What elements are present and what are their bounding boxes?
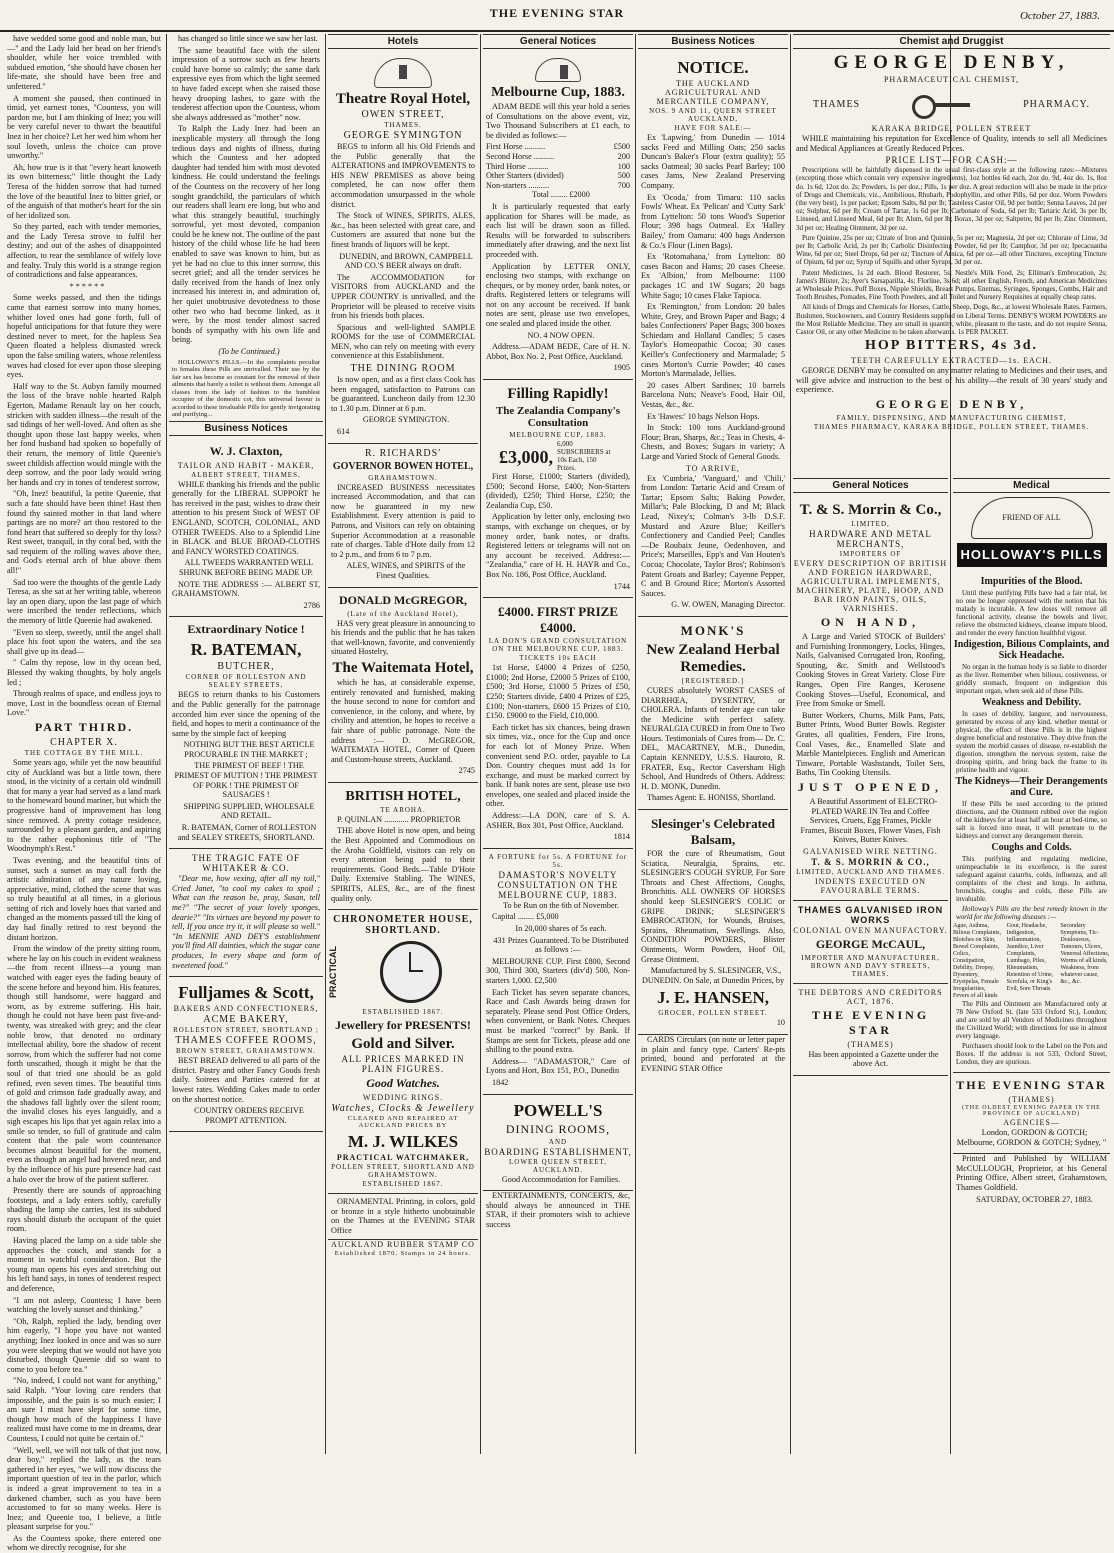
ad-adam-bede: Melbourne Cup, 1883. ADAM BEDE will this year hold a series of Consultations on the above event, viz, Two Thousand Subscribers at £1 each, to be divided as follows:— First Horse .......... £500 Second Horse .......... 200 Third Horse .......... 100 Other Starters (divided) 500 Non-starters .......... 700 Total ........ £2000 It is particularly requested that early application for Shares will be made, as each list will be drawn soon as filled. Results will be forwarded to subscribers immediately after drawing, and the next list proceeded with. Application by LETTER ONLY, enclosing two stamps, with exchange on cheques, or by money order, bank notes, or drafts. Registered letters or telegrams will not on any account be received. If bank notes are sent, please use two envelopes, one sealed and placed inside the other. NO. 4 NOW OPEN. Address.—ADAM BEDE, Care of H. N. Abbot, Box No. 2, Post Office, Auckland. 1905 — [483, 52, 633, 380]
ad-waitemata: DONALD McGREGOR, (Late of the Auckland Hotel), HAS very great pleasure in announcing to his friends and the public that he has taken that well-known, favorite, and conveniently situated Hostelry, The Waitemata Hotel, which he has, at considerable expense, entirely renovated and furnished, making the house second to none for comfort and convenience, in the colony, and where, by civility and attention, he hopes to receive a fair share of public patronage. Note the address :— D. McGREGOR, WAITEMATA HOTEL, Corner of Queen and Custom-house streets, Auckland. 2745 — [328, 588, 478, 783]
ad-fulljames: Fulljames & Scott, BAKERS AND CONFECTIONERS, ACME BAKERY, ROLLESTON STREET, SHORTLAND ; THAMES COFFEE ROOMS, BROWN STREET, GRAHAMSTOWN. BEST BREAD delivered to all parts of the district. Pastry and other Fancy Goods fresh daily. Soirees and Parties catered for at lowest rates. Wedding Cakes made to order on the shortest notice. COUNTRY ORDERS RECEIVE PROMPT ATTENTION. — [169, 977, 323, 1132]
ad-slesinger: Slesinger's Celebrated Balsam, FOR the cure of Rheumatism, Gout Sciatica, Neuralgia, Sprains, etc. SLESINGER'S COUGH SYRUP, For Sore Throats and Chest Affections, Coughs, Bronchitis. ALL OWNERS OF HORSES should keep SLESINGER'S COLIC or GRIPE DRINK; SLESINGER'S EMBROCATION, for Wounds, Bruises, Sprains, Rheumatism, Swellings. Also, CONDITION POWDERS, Blister Ointments, Worm Powders, Hoof Oil, Grease Ointment. Manufactured by S. SLESINGER, V.S., DUNEDIN. On Sale, at Dunedin Prices, by J. E. HANSEN, GROCER, POLLEN STREET. 10 — [638, 810, 788, 1035]
ad-monks-herbal: MONK'S New Zealand Herbal Remedies. [REGISTERED.] CURES absolutely WORST CASES of DIARRHŒA, DYSENTRY, or CHOLERA. Infants of tender age can take the Medicine with perfect safety. NEURALGIA CURED in from One to Two Hours. Testimonials of Cures from— Dr. C. DEL, MACARTNEY, M.B., Dunedin, Captain KENNEDY, U.S.S. Hauroto, R. FRATER, Esq., Rector Caversham High School, And Hundreds of Others. Address: H. D. MONK, Dunedin. Thames Agent: E. HONISS, Shortland. — [638, 617, 788, 810]
horse-racing-icon — [535, 58, 581, 82]
ad-morrin: T. & S. Morrin & Co., LIMITED, HARDWARE AND METAL MERCHANTS, IMPORTERS OF EVERY DESCRIPTION OF BRITISH AND FOREIGN HARDWARE, AGRICULTURAL IMPLEMENTS, MACHINERY, PLATE, HOOP, AND BAR IRON PAINTS, OILS, VARNISHES. ON HAND, A Large and Varied STOCK of Builders' and Furnishing Ironmongery, Locks, Hinges, Nails, Galvanised Corrugated Iron, Roofing, Spouting, &c. Smith and Wellstood's Cooking Stoves in Great Variety. Close Fire Ranges, Open Fire Ranges, Kerosene Cooking Stoves—Useful, Economical, and Free from Smoke or Smell. Butter Workers, Churns, Milk Pans, Pats, Butter Prints, Wood Butter Bowls. Register Grates, all qualities, Fenders, Fire Irons, Coal Vases, &c., Enamelled Slate and Marble Mantelpieces. English and American Tinware, Portable Washstands, Toilet Sets, Baths, Tin Cooking Utensils. JUST OPENED, A Beautiful Assortment of ELECTRO-PLATED WARE IN Tea and Coffee Services, Cruets, Egg Frames, Pickle Frames, Biscuit Boxes, Flower Vases, Fish Knives, Butter Knives. GALVANISED WIRE NETTING. T. & S. MORRIN & CO., LIMITED, AUCKLAND AND THAMES. INDENTS EXECUTED ON FAVOURABLE TERMS. — [793, 496, 948, 901]
ad-claxton: W. J. Claxton, TAILOR AND HABIT - MAKER, ALBERT STREET, THAMES, WHILE thanking his friends and the public generally for the LIBERAL SUPPORT he has received in the past, wishes to draw their attention to his present Stock of WEST OF ENGLAND, SCOTCH, COLONIAL, AND OTHER TWEEDS. Also to a Splendid Line in BLACK and BLUE BROAD-CLOTHS and FANCY WORSTED COATINGS. ALL TWEEDS WARRANTED WELL SHRUNK BEFORE BEING MADE UP. NOTE THE ADDRESS :— ALBERT ST, GRAHAMSTOWN. 2786 — [169, 439, 323, 618]
ad-powells: POWELL'S DINING ROOMS, AND BOARDING ESTABLISHMENT, LOWER QUEEN STREET, AUCKLAND. Good Accommodation for Families. — [483, 1095, 633, 1192]
column-story-1 — [4, 34, 164, 1553]
ad-damastor: A FORTUNE for 5s. A FORTUNE for 5s. DAMASTOR'S NOVELTY CONSULTATION ON THE MELBOURNE CUP, 1883. To be Run on the 6th of November. Capital ........ £5,000 In 20,000 shares of 5s each. 431 Prizes Guaranteed. To be Distributed as follows :— MELBOURNE CUP. First £800, Second 300, Third 300, Starters (div'd) 500, Non-starters 1,000. £2,500 Each Ticket has seven separate chances, Race and Cash Awards being drawn for separately. Please send Post Office Orders, when convenient, or Bank Notes. Cheques must be marked "correct" by Bank. If Stamps are sent for Tickets, please add one shilling to the pound extra. Address— "ADAMASTOR," Care of Lyons and Hort, Box 151, P.O., Dunedin 1842 — [483, 849, 633, 1095]
ad-chronometer-house: CHRONOMETER HOUSE, SHORTLAND. PRACTICAL ESTABLISHED 1867. Jewellery for PRESENTS! Gold and Silver. ALL PRICES MARKED IN PLAIN FIGURES. Good Watches. WEDDING RINGS. Watches, Clocks & Jewellery CLEANED AND REPAIRED AT AUCKLAND PRICES BY M. J. WILKES PRACTICAL WATCHMAKER, POLLEN STREET, SHORTLAND AND GRAHAMSTOWN. ESTABLISHED 1867. — [328, 910, 478, 1194]
masthead — [0, 0, 1114, 32]
ad-tragic-fate: THE TRAGIC FATE OF WHITAKER & CO. "Dear me, how vexing, after all my toil," Cried Janet, "to cool my cakes to spoil ; What can the reason be, pray, Susan, tell me?" "The secret of your lovely sponges, dearie?" "Its virtues are beyond my power to tell, If you once try it, it will please so well." "In MENNIE AND DEY'S establishment you'll find All dainties, which the sugar cane produces, In every shape and form of sweetened food." — [169, 849, 323, 977]
ad-cards: CARDS Circulars (on note or letter paper in plain and fancy type. Carters' Re-pts printed, bound and perforated at the EVENING STAR Office — [641, 1034, 785, 1073]
column-story-2 — [169, 34, 323, 1454]
clock-icon — [380, 941, 442, 1003]
ad-evening-star: THE EVENING STAR (THAMES) (THE OLDEST EVENING PAPER IN THE PROVINCE OF AUCKLAND) AGENCIES— London, GORDON & GOTCH; Melbourne, GORDON & GOTCH; Sydney, " — [953, 1073, 1110, 1154]
ad-holloway: Impurities of the Blood. Until these purifying Pills have had a fair trial, let no one be longer oppressed with the notion that his malady is incurable. A few doses will remove all functional activity, cleanse the bowels and liver, relieve the obstructed kidneys, cleanse impure blood, and render the every function healthful vigour. Indigestion, Bilious Complaints, and Sick Headache. No organ in the human body is so liable to disorder as the liver. Remember when bilious, costiveness, or griddly stomach, frequent on indigestion this important organ, when seek aid of these Pills. Weakness and Debility. In cases of debility, languor, and nervousness, generated by excess of any kind, whether mental or physical, the effect of these Pills is in the highest degree beneficial and restorative. They drive from the system the morbid causes of disease, re-establish the digestion, strengthen the nervous system, raise the drooping spirits, and bring back the frame to its pristine health and vigour. The Kidneys—Their Derangements and Cure. If these Pills be used according to the printed directions, and the Ointment rubbed over the region of the kidneys for at least half an hour at bed-time, so salt is forced into meat, it will penetrate to the kidneys and correct any derangement therein. Coughs and Colds. This purifying and regulating medicine, unimpeachable in its excellence, is the surest safeguard against catarrhs, colds, influenza, and all complaints of the chest and lungs. In asthma, bronchitis, coughs and colds, these Pills are invaluable. Holloway's Pills are the best remedy known in the world for the following diseases :— Ague, Asthma, Bilious Complaints, Blotches on Skin, Bowel Complaints, Colics, Constipation, Debility, Dropsy, Dysentery, Erysipelas, Female Irregularities, Fevers of all kinds Gout, Headache, Indigestion, Inflammation, Jaundice, Liver Complaints, Lumbago, Piles, Rheumatism, Retention of Urine, Scrofula, or King's Evil, Sore Throats Secondary Symptoms, Tic-Douloureux, Tumours, Ulcers, Venereal Affections, Worms of all kinds, Weakness, from whatever cause, &c., &c. The Pills and Ointment are Manufactured only at 78 New Oxford St. (late 533 Oxford St.), London; and are sold by all Vendors of Medicines throughout the Civilized World; with directions for use in almost every language. Purchasers should look to the Label on the Pots and Boxes. If the address is not 533, Oxford Street, London, they are spurious. — [953, 571, 1110, 1073]
royal-crest-icon — [374, 58, 432, 88]
column-business-notices — [638, 34, 788, 1454]
section-chemist: Chemist and Druggist — [793, 34, 1110, 49]
ad-british-hotel: BRITISH HOTEL, TE AROHA. P. QUINLAN ............ PROPRIETOR THE above Hotel is now open, and being the Best Appointed and Commodious on the Aroha Goldfield, visitors can rely on every attention being paid to their requirements. Good Beds.—Table D'Hote Daily. Extensive Stabling. The WINES, SPIRITS, ALES, &c., are of the finest quality only. — [328, 783, 478, 910]
paper-title: THE EVENING STAR — [489, 6, 625, 20]
column-general-notices — [483, 34, 633, 1454]
ad-theatre-royal: Theatre Royal Hotel, OWEN STREET, THAMES. GEORGE SYMINGTON BEGS to inform all his Old Friends and the Public generally that the ALTERATIONS and IMPROVEMENTS to HIS NEW PREMISES as above being completed, he can now offer them accommodation unsurpassed in the whole district. The Stock of WINES, SPIRITS, ALES, &c., has been selected with great care, and Customers are assured that none but the finest brands of liquors will be kept. DUNEDIN, and BROWN, CAMPBELL AND CO.'S BEER always on draft. The ACCOMMODATION for VISITORS from AUCKLAND and the UPPER COUNTRY is unrivalled, and the Proprietor will be pleased to receive visits from his friends both places. Spacious and well-lighted SAMPLE ROOMS for the use of COMMERCIAL MEN, who can rely on meeting with every convenience at this Establishment. THE DINING ROOM Is now open, and as a first class Cook has been engaged, satisfaction to Patrons can be guaranteed. Luncheon daily from 12.30 to 1.30 p.m. Dinner at 6 p.m. GEORGE SYMINGTON. 614 — [328, 52, 478, 444]
ad-debtors-act: THE DEBTORS AND CREDITORS ACT, 1876. THE EVENING STAR (THAMES) Has been appointed a Gazette under the above Act. — [793, 984, 948, 1076]
ad-zealandia: Filling Rapidly! The Zealandia Company's Consultation MELBOURNE CUP, 1883. £3,000, 6,000 SUBSCRIBERS at 10s Each, 150 Prizes. First Horse, £1000; Starters (divided), £500; Second Horse, £400; Non-Starters (divided), £250; Third Horse, £250; the Zealandia Cup, £50. Application by letter only, enclosing two stamps, with exchange on cheques, or by money order, bank notes, or drafts. Registered letters or telegrams will not on any account be received. Address:— "Zealandia," care of H. H. HAYR and Co., Box No. 186, Post Office, Auckland. 1744 — [483, 380, 633, 598]
column-general-notices-2 — [793, 478, 948, 1454]
chapter-heading: CHAPTER X. — [50, 736, 118, 748]
ad-auckland-agricultural: NOTICE. THE AUCKLAND AGRICULTURAL AND MERCANTILE COMPANY, NOS. 9 AND 11, QUEEN STREET AUCKLAND, HAVE FOR SALE:— Ex 'Lapwing,' from Dunedin — 1014 sacks Feed and Milling Oats; 250 sacks Duncan's Baker's Flour (extra quality); 55 sacks Oatmeal; 30 sacks Pearl Barley; 100 cases Jams, New Zealand Preserving Company. Ex 'Ocoda,' from Timaru: 110 sacks Fowls' Wheat. Ex 'Pelican' and 'Cutty Sark' from Lyttelton: 50 tons Wood's Superior Flour; 398 bags Oatmeal. Ex 'Halley Bailey,' from Oamaru: 400 bags Anderson & Co.'s Flour (Linen Bags). Ex 'Rotomahana,' from Lyttelton: 80 cases Bacon and Hams; 20 cases Cheese. Ex 'Albion,' from Melbourne: 1100 packages 1C and 1W Sugars; 20 bags White Sago; 10 cases Flake Tapioca. Ex 'Remington,' from London: 20 bales White, Grey, and Brown Paper and Bags; 4 bales Confectioners' Paper Bags; 300 boxes Schiedam and Holland Candles; 5 cases Taylor's Homeopathic Cocoa; 30 cases Keiller's Confectionery and Marmalade; 5 cases Morton's Currie Powder; 40 cases Morton's Marmalade, Jellies. 20 cases Albert Sardines; 10 barrels Barcelona Nuts; Neave's Food, Hair Oil, Vestas, &c., &c. Ex 'Hawes:' 10 bags Nelson Hops. In Stock: 100 tons Auckland-ground Flour; Bran, Sharps, &c.; Teas in Chests, 4-Chests, and Boxes; Sugars in variety; A Large and Varied Stock of General Goods. TO ARRIVE, Ex 'Cumbria,' 'Vanguard,' and 'Chili,' from London: Tartaric Acid and Cream of Tartar; Epsom Salts; Baking Powder, Millar's; Pale Blocking, D and M; Black Lead, Nixey's; Colman's 3-lb D.S.F. Mustard and Azure Blue; Keiller's Confectionery and Candied Peel; Candles—De Roubaix Jeune, Oedenhoven, and Price's; Marseilles, Epp's and Van Houten's Cocoa; Chocolate, Taylor Bros'; Robinson's Patent Groats and Barley; Cayenne Pepper, C and B Ground Rice; Morton's Assorted Sauces. G. W. OWEN, Managing Director. — [638, 52, 788, 617]
coat-of-arms-icon: FRIEND OF ALL — [971, 497, 1093, 539]
part-heading: PART THIRD. — [34, 719, 134, 734]
section-medical: Medical — [953, 478, 1110, 493]
key-icon — [912, 89, 972, 119]
column-medical — [953, 478, 1110, 1454]
prize-table: First Horse .......... £500 Second Horse .......... 200 Third Horse .......... 100 Other Starters (divided) 500 Non-starters .......... 700 Total ........ £2000 — [486, 142, 630, 200]
section-business-notices: Business Notices — [169, 421, 323, 436]
ad-george-denby: Chemist and Druggist GEORGE DENBY, PHARMACEUTICAL CHEMIST, THAMES PHARMACY. KARAKA BRIDGE, POLLEN STREET WHILE maintaining his reputation for Excellence of Quality, intends to sell all Medicines and Medical Appliances at Greatly Reduced Prices. PRICE LIST—FOR CASH:— Prescriptions will be faithfully dispensed in the usual first-class style at the following rates:—Mixtures (excepting those which contain very expensive ingredients), 1oz bottles 6d each, 2oz do. 9d, 4oz do. 1s, 8oz do. 1s 6d, 12oz do. 2s; Powders, 1s per doz.; Pills, 1s per doz. A great reduction will also be made in the price of Drugs and Chemicals, viz., Antibilious, Rhubarb, Podophyllin, and other Pills, 6d per doz. Worm Powders (the very best), 1s per packet; Epsom Salts, 8d per lb; Tasteless Castor Oil, 9d per bottle; Senna Leaves, 2d per oz; Sulphur, 6d per lb; Cream of Tartar, 1s 6d per lb; Carbonate of Soda, 6d per lb; Tartaric Acid, 3s per lb; Linseed, and Linseed Meal, 6d per lb; Alum, 6d per lb; Borax, 3d per oz; Saltpetre, 8d per lb; Zinc Ointment, 3d per oz; Healing Ointment, 3d per oz. Pure Quinine, 25s per oz; Citrate of Iron and Quinine, 5s per oz; Magnesia, 2d per oz; Chlorate of Lime, 3d per lb; Carbolic Acid, 2s per lb; Carbolic Disinfecting Powder, 6d per lb; Camphor, 3d per oz; Ipecacuanha Wine, 6d per oz; Steel Drops, 6d per oz; Tincture of Arnica, 6d per oz—all other Tinctures, excepting Tincture of Opium, 6d per oz; Syrup of Squills and other Syrups, 3d per oz. Patent Medicines, 1s 2d each. Blood Restorer, 5s; Nestle's Milk Food, 2s; Elliman's Embrocation, 2s; James's Blister, 2s; Ayer's Sarsaparilla, 4s; Florline, 3s 6d; all other English, French, and American Medicines at Wholesale Prices. Puff Boxes, Nipple Shields, Breast Pumps, Enemas, Syringes, Sponges, Combs, Hair and Tooth Brushes, Pomades, Fine Tooth Powders, and all Toilet and Nursery Requisites at equally cheap rates. All kinds of Drugs and Chemicals for Horses, Cattle, Sheep, Dogs, &c., at lowest Wholesale Rates. Farmers, Bushmen, Stockowners, and Country Residents supplied on Liberal Terms. DENBY'S WORM POWDERS are the Most Reliable Medicine. They are small in quantity, white, pleasant to the taste, and do not require Senna, Castor Oil, or any other Medicine to be taken afterwards. 1s PER PACKET. HOP BITTERS, 4s 3d. TEETH CAREFULLY EXTRACTED—1s. EACH. GEORGE DENBY may be consulted on any matter relating to Medicines and their uses, and will give advice and instruction to the best of his ability—the result of 30 years' study and experience. GEORGE DENBY, FAMILY, DISPENSING, AND MANUFACTURING CHEMIST, THAMES PHARMACY, KARAKA BRIDGE, POLLEN STREET, THAMES. — [793, 34, 1110, 472]
section-hotels: Hotels — [328, 34, 478, 49]
section-general-notices: General Notices — [483, 34, 633, 49]
ad-bateman: Extraordinary Notice ! R. BATEMAN, BUTCHER, CORNER OF ROLLESTON AND SEALEY STREETS, BEGS to return thanks to his Customers and the Public generally for the patronage accorded him ever since the opening of the field, and hopes to merit a continuance of the same by the simple fact of keeping NOTHING BUT THE BEST ARTICLE PROCURABLE IN THE MARKET ; THE PRIMEST OF BEEF ! THE PRIMEST OF MUTTON ! THE PRIMEST OF PORK ! THE PRIMEST OF SAUSAGES ! SHIPPING SUPPLIED, WHOLESALE AND RETAIL. R. BATEMAN, Corner of ROLLESTON and SEALEY STREETS, SHORTLAND. — [169, 617, 323, 849]
section-general-notices-2: General Notices — [793, 478, 948, 493]
ad-printing: ORNAMENTAL Printing, in colors, gold or bronze in a style hitherto unobtainable on the Thames at the EVENING STAR Office — [331, 1197, 475, 1235]
issue-date: October 27, 1883. — [1019, 10, 1100, 22]
imprint: Printed and Published by WILLIAM McCULLOUGH, Proprietor, at his General Printing Office, Albert street, Grahamstown, Thames Goldfield. SATURDAY, OCTOBER 27, 1883. — [956, 1154, 1107, 1204]
ad-mccaul: THAMES GALVANISED IRON WORKS COLONIAL OVEN MANUFACTORY. GEORGE McCAUL, IMPORTER AND MANUFACTURER, BROWN AND DAVY STREETS, THAMES. — [793, 901, 948, 984]
column-hotels: Hotels Theatre Royal Hotel, OWEN STREET, THAMES. GEORGE SYMINGTON BEGS to inform all his Old Friends and the Public generally that the ALTERATIONS and IMPROVEMENTS to HIS NEW PREMISES as above being completed, he can now offer them accommodation unsurpassed in the whole district. The Stock of WINES, SPIRITS, ALES, &c., has been selected with great care, and Customers are assured that none but the finest brands of liquors will be kept. DUNEDIN, and BROWN, CAMPBELL AND CO.'S BEER always on draft. The ACCOMMODATION for VISITORS from AUCKLAND and the UPPER COUNTRY is unrivalled, and the Proprietor will be pleased to receive visits from his friends both places. Spacious and well-lighted SAMPLE ROOMS for the use of COMMERCIAL MEN, who can rely on meeting with every convenience at this Establishment. THE DINING ROOM Is now open, and as a first class Cook has been engaged, satisfaction to Patrons can be guaranteed. Luncheon daily from 12.30 to 1.30 p.m. Dinner at 6 p.m. GEORGE SYMINGTON. 614 R. RICHARDS' GOVERNOR BOWEN HOTEL, GRAHAMSTOWN. INCREASED BUSINESS necessitates increased Accommodation, and that can now be guaranteed in my new Establishment. Every attention is paid to Patrons, and Visitors can rely on obtaining Superior Accommodation at a reasonable rate of charges. Table d'Hote daily from 12 to 2 p.m., and from 6 to 7 p.m. ALES, WINES, and SPIRITS of the Finest Qualities. DONALD McGREGOR, (Late of the Auckland Hotel), HAS very great pleasure in announcing to his friends and the public that he has taken that well-known, favorite, and conveniently situated Hostelry, The Waitemata Hotel, which he has, at considerable expense, entirely renovated and furnished, making the house second to none for comfort and convenience, in the colony, and where, by civility and attention, he hopes to receive a fair share of public patronage. Note the address :— D. McGREGOR, WAITEMATA HOTEL, Corner of Queen and Custom-house streets, Auckland. 2745 BRITISH HOTEL, TE AROHA. P. QUINLAN ............ PROPRIETOR THE above Hotel is now open, and being the Best Appointed and Commodious on the Aroha Goldfield, visitors can rely on every attention being paid to their requirements. Good Beds.—Table D'Hote Daily. Extensive Stabling. The WINES, SPIRITS, ALES, &c., are of the finest quality only. CHRONOMETER HOUSE, SHORTLAND. PRACTICAL ESTABLISHED 1867. Jewellery for PRESENTS! Gold and Silver. ALL PRICES MARKED IN PLAIN FIGURES. Good Watches. WEDDING RINGS. Watches, Clocks & Jewellery CLEANED AND REPAIRED AT AUCKLAND PRICES BY M. J. WILKES PRACTICAL WATCHMAKER, POLLEN STREET, SHORTLAND AND GRAHAMSTOWN. ESTABLISHED 1867. ORNAMENTAL Printing, in colors, gold or bronze in a style hitherto unobtainable on the Thames at the EVENING STAR Office AUCKLAND RUBBER STAMP CO Established 1870. Stamps in 24 hours. — [328, 34, 478, 1454]
ad-governor-bowen: R. RICHARDS' GOVERNOR BOWEN HOTEL, GRAHAMSTOWN. INCREASED BUSINESS necessitates increased Accommodation, and that can now be guaranteed in my new Establishment. Every attention is paid to Patrons, and Visitors can rely on obtaining Superior Accommodation at a reasonable rate of charges. Table d'Hote daily from 12 to 2 p.m., and from 6 to 7 p.m. ALES, WINES, and SPIRITS of the Finest Qualities. — [328, 444, 478, 588]
story-text-2: Some years ago, while yet the now beautiful city of Auckland was but a little town, there stood, in the vicinity of a certain old windmill that for many a year had served as a land mark to the homeward bound mariner, but which the progressive hand of improvement has long since removed. A pretty cottage residence, surrounded by a pleasant garden, and aspiring to the rather euphonious title of "The Woodnymph's Rest." Twas evening, and the beautiful tints of sunset, such a sunset as may call forth the artistic admiration of any nature loving, appreciative, mind, clothed the scene that was so truly beautiful at all times, in a glorious setting of rich and lovely hues that varied and changed as the moments passed till the king of day had finally retired to rest beyond the distant horizon. From the window of the pretty sitting room, where he lay on his couch in evident weakness—the from recent illness—a young man watched with eager eyes the fading beauty of the scene before and beyond him. His features, though still handsome, were haggard and worn, as by extreme suffering. His hair, though he could not have been past five-and-twenty, was streaked with grey; and the clear noble brow, that denoted no ordinary intellectual ability, bore the shadow of recent sorrow, from which the sufferer had not come forth unscathed, though it might be that the soul of that tried one should be as gold refined, even seven times. The beautiful tints of gold and crimson fade gradually away, and the shadows fall lightly over the silent room; the invalid closes his eyes languidly, and a sigh escapes his lips that yet again relax into a smile so tender, so full of gratitude and calm content that the pale worn countenance becomes almost beautiful for the moment, even as though an angel had hovered near, and by the influence of his pure presence had cast a halo over the brow of the patient sufferer. Presently there are sounds of approaching footsteps, and a lady enters softly, carefully shading the lamp she carries, lest its subdued rays should disturb the occupant of the quiet room. Having placed the lamp on a side table she approaches the couch, and stands for a moment in watchful consideration. But the young man opens his eyes and stretching out his left hand says, in tones of tenderest respect and deference, "I am not asleep, Countess; I have been watching the lovely sunset and thinking." "Oh, Ralph, replied the lady, bending over him eagerly, "I hope you have not wanted anything; Inez looked in once and was so sure you were sleeping that we would not have you disturbed, though Queenie did so want to come to you before tea." "No, indeed, I could not want for anything," said Ralph. "Your loving care renders that impossible, and the pain is so much easier; I am sure I must have slept for some time, though how much of the happiness I have realized must have come to me in dreams, dear Countess, I could not quite be certain of." "Well, well, we will not talk of that just now, dear boy," replied the lady, as the tears gathered in her eyes, "we will now discuss the important question of tea in the parlor, which is indeed a great improvement to tea in a darkened chamber, such as you have been accustomed to for so many weeks. Here is Inez; and Queenie too, I believe, a little pleasant surprise for you." As the Countess spoke, there entered one whom we directly recognise, for she — [7, 757, 161, 1553]
ad-la-don: £4000. FIRST PRIZE £4000. LA DON'S GRAND CONSULTATION ON THE MELBOURNE CUP, 1883. TICKETS 10s EACH 1st Horse, £4000 4 Prizes of £250, £1000; 2nd Horse, £2000 5 Prizes of £100, £500; 3rd Horse, £1000 5 Prizes of £50, £250; Starters divide, £400 4 Prizes of £25, £100; Non-starters, £600 15 Prizes of £10, £150. £9000 to the Field, £10,000. Each ticket has six chances, being drawn six times, viz., once for the Cup and once for each lot of Money Prize. When convenient send P.O. order, payable to La Don. Country cheques must add 1s for exchange, and must be marked correct by bank. If bank notes are sent, please use two envelopes, one sealed and placed inside the other. Address:—LA DON, care of S. A. ASHER, Box 301, Post Office, Auckland. 1814 — [483, 598, 633, 849]
story-continuation: has changed so little since we saw her last. The same beautiful face with the silent impression of a sorrow such as few hearts could have borne so calmly; the same dark expressive eyes from which the light seemed to have faded except when she raised those heavy drooping lashes, to gaze with the tenderest affection upon the Countess, whom she always addressed as "mother" now. To Ralph the Lady Inez had been an inexplicable mystery all through the long tedious days and nights of illness, during which the Countess and her adopted daughter had tended him with most devoted kindness. He could understand the feelings of the Countess on the recovery of her long sought grandchild, the particulars of which our readers shall learn ere long, but who and what this strangely beautiful, touchingly sorrowful, yet most devoted, companion could be he knew not. The outline of the past history of the child whose life he had been enabled to save was known to him, but as yet he had no clue to this inner sorrow, this secret grief; and all the tender services he daily received from the hands of Inez only increased his interest in, and admiration of, her quiet unobtrusive devotedness to those other two who had become linked, as it were, by the most tender almost sacred bonds of sympathy with his own life and being. (To be Continued.) HOLLOWAY'S PILLS.—In the complaints peculiar to females these Pills are unrivalled. Their use by the fair sex has become so constant for the removal of their ailments that barely a toilet is without them. Amongst all classes from the lady of fashion to the humblest occupier of the domestic cot, this universal favour is accorded to these invaluable Pills for gently invigorating and purifying... — [172, 34, 320, 419]
ad-rubber-stamp: AUCKLAND RUBBER STAMP CO — [328, 1239, 478, 1249]
chapter-subheading: THE COTTAGE BY THE MILL. — [24, 748, 144, 757]
section-business-notices-2: Business Notices — [638, 34, 788, 49]
story-text: have wedded some good and noble man, but —" and the Lady laid her head on her friend's shoulder, while her voice trembled with subdued emotion, "she should have chosen her life-mate, she should have been free and unfettered." A moment she paused, then continued in timid, yet earnest tones, "Countess, you will pardon me, but I am thinking of Inez; you will be very careful never to thwart the beautiful Inez in her choice? Let her wed him whom her soul loveth, unless the choice can prove unworthy." Ah, how true is it that "every heart knoweth its own bitterness;" little thought the Lady Teresa of the hidden sorrow that had turned the love of the beautiful Inez to bitter grief, or of the anguish of that mother's heart for the sin of her idolized son. So they parted, each with tender memories, and the Lady Teresa strove to fulfil her destiny; and out of the ashes of disappointed affection, to rear the semblance of wifely love and fealty. Truly this world is a strange region of contradictions and false appearances. * * * * * * Some weeks passed, and then the tidings came that earnest sorrow into many homes, whither loved ones had gone forth, full of hopeful anticipations for that future they were destined never to meet, for the hapless Sea Queen floated a helpless dismasted wreck upon the false smiling waters, whose relentless waves had closed for ever upon those sleeping eyes. Half way to the St. Aubyn family mourned the loss of the brave noble hearted Ralph Egerton, Madame Renault lay on her couch, stricken with sudden illness—the result of the sad tidings of her well-loved. And often as she thought upon those last happy weeks, when her fond husband had spoken so hopefully of their return, the memory of little Queenie's sweet childish affection would mingle with the deep sorrow, and the poor lady would wring her hands and cry in tones of tenderest sorrow, "Oh, Inez! beautiful, la petite Queenie, that such a fate should have been thine! Hast then found thy sainted mother in that land where partings are no more? art thou restored to the fond heart that suffered so deeply for thy loss? Rest sweet, tranquil, in thy coral bed, with the sad requiem of the rolling waves above thee, and God's eternal arch of blue above them all!" Sad too were the thoughts of the gentle Lady Teresa, as she sat at her writing table, whereon lay an open diary, upon the last page of which were inscribed the tender reflections, which the memory of little Queenie had awakened. "Even so sleep, sweetly, until the angel shall place his foot upon the waters, and the sea shall give up its dead— " Calm thy repose, low in thy ocean bed, Blessed thy waking thoughts, by holy angels led ; Through realms of space, and endless joys to move, Lost in the boundless ocean of Eternal Love." — [7, 34, 161, 718]
ad-entertainments: ENTERTAINMENTS, CONCERTS, &c, should always be announced in THE STAR, if their promoters wish to achieve success — [486, 1191, 630, 1229]
holloways-pills-banner: HOLLOWAY'S PILLS — [957, 543, 1107, 567]
